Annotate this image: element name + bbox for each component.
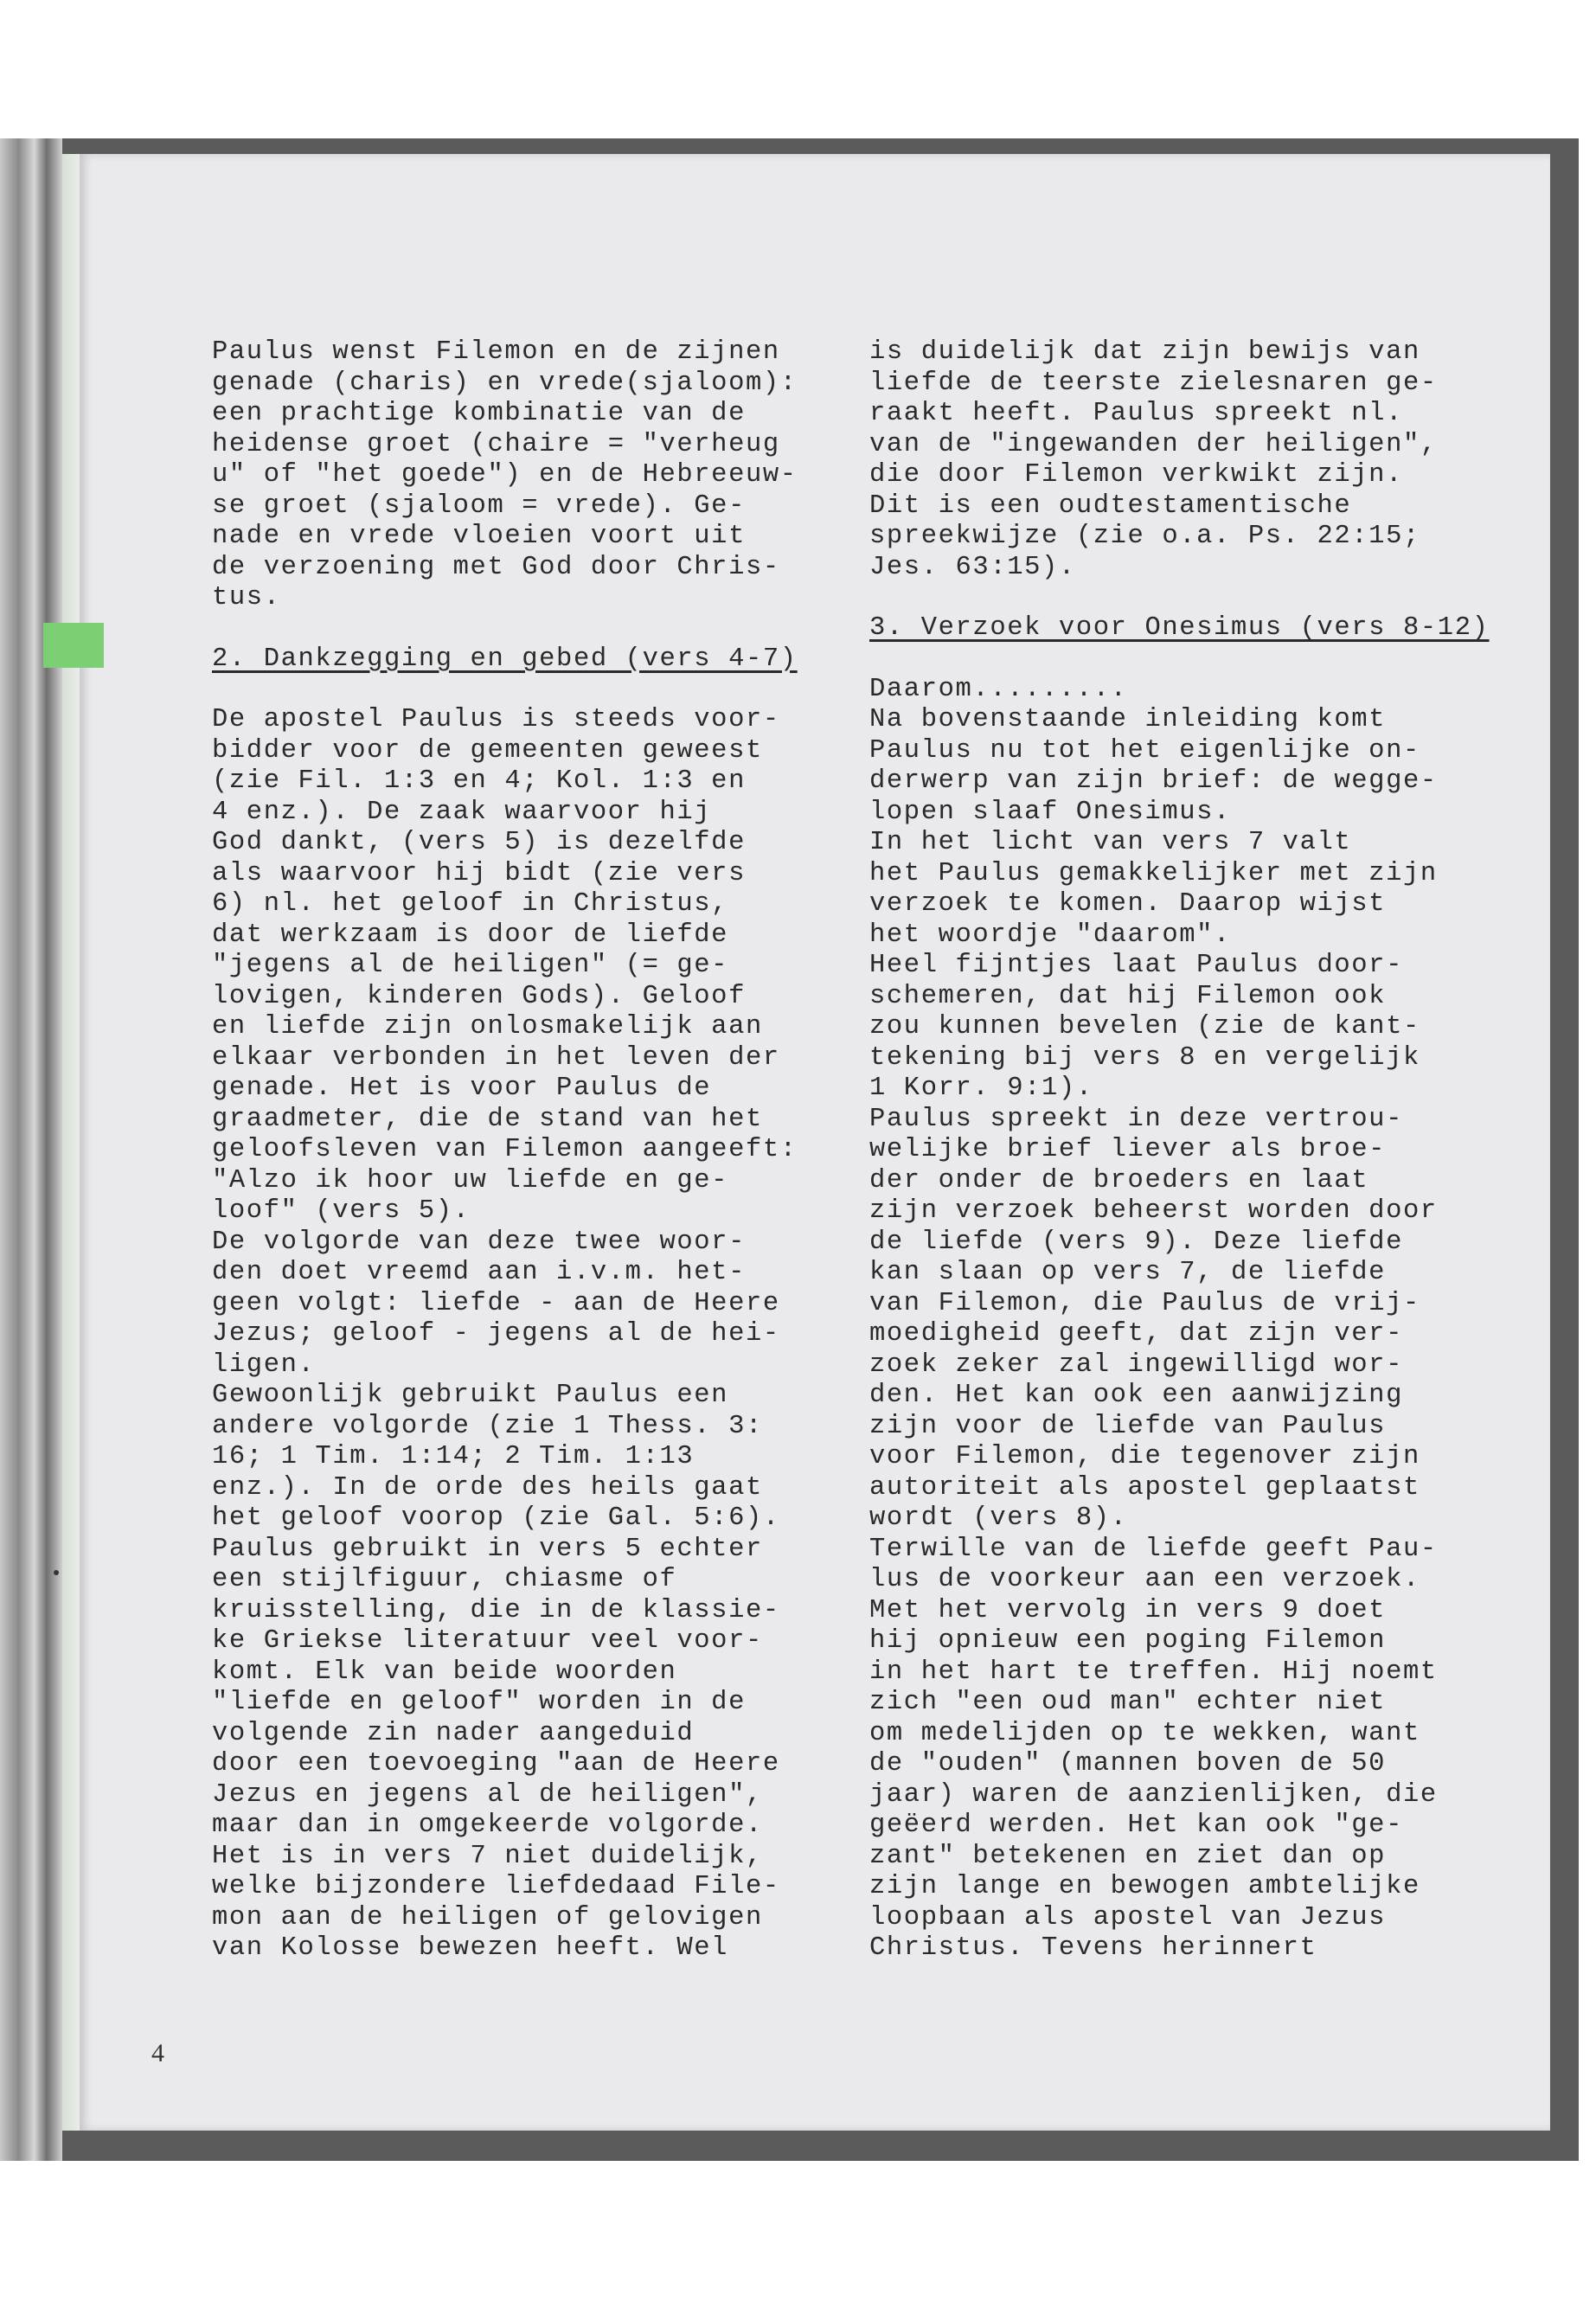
left-body-text: De apostel Paulus is steeds voor- bidder voor de gemeenten geweest (zie Fil. 1:3 en 4; Kol. 1:3 en 4 enz.). De zaak waarvoor hij God dankt, (vers 5) is dezelfde als waarvoor hij bidt (zie vers 6) nl. het geloof in Christus, dat werkzaam is door de liefde "jegens al de heiligen" (= ge- lovigen, kinderen Gods). Geloof en liefde zijn onlosmakelijk aan elkaar verbonden in het leven der genade. Het is voor Paulus de graadmeter, die de stand van het geloofsleven van Filemon aangeeft: "Alzo ik hoor uw liefde en ge- loof" (vers 5). De volgorde van deze twee woor- den doet vreemd aan i.v.m. het- geen volgt: liefde - aan de Heere Jezus; geloof - jegens al de hei- ligen. Gewoonlijk gebruikt Paulus een andere volgorde (zie 1 Thess. 3: 16; 1 Tim. 1:14; 2 Tim. 1:13 enz.). In de orde des heils gaat het geloof voorop (zie Gal. 5:6). Paulus gebruikt in vers 5 echter een stijlfiguur, chiasme of kruisstelling, die in de klassie- ke Griekse literatuur veel voor- komt. Elk van beide woorden "liefde en geloof" worden in de volgende zin nader aangeduid door een toevoeging "aan de Heere Jezus en jegens al de heiligen", maar dan in omgekeerde volgorde. Het is in vers 7 niet duidelijk, welke bijzondere liefdedaad File- mon aan de heiligen of gelovigen van Kolosse bewezen heeft. Wel [212,705,798,1963]
left-intro-paragraph: Paulus wenst Filemon en de zijnen genade (charis) en vrede(sjaloom): een prachtige kombinatie van de heidense groet (chaire = "verheug u" of "het goede") en de Hebreeuw- se groet (sjaloom = vrede). Ge- nade en vrede vloeien voort uit de verzoening met God door Chris- tus. [212,337,798,612]
book-spine [0,138,62,2161]
page-number: 4 [151,2039,164,2067]
page-edge [62,154,80,2131]
green-bookmark-tab [43,623,104,668]
left-column [212,337,852,1965]
right-body-text: Daarom......... Na bovenstaande inleiding komt Paulus nu tot het eigenlijke on- derwerp van zijn brief: de wegge- lopen slaaf Onesimus. In het licht van vers 7 valt het Paulus gemakkelijker met zijn verzoek te komen. Daarop wijst het woordje "daarom". Heel fijntjes laat Paulus door- schemeren, dat hij Filemon ook zou kunnen bevelen (zie de kant- tekening bij vers 8 en vergelijk 1 Korr. 9:1). Paulus spreekt in deze vertrou- welijke brief liever als broe- der onder de broeders en laat zijn verzoek beheerst worden door de liefde (vers 9). Deze liefde kan slaan op vers 7, de liefde van Filemon, die Paulus de vrij- moedigheid geeft, dat zijn ver- zoek zeker zal ingewilligd wor- den. Het kan ook een aanwijzing zijn voor de liefde van Paulus voor Filemon, die tegenover zijn autoriteit als apostel geplaatst wordt (vers 8). Terwille van de liefde geeft Pau- lus de voorkeur aan een verzoek. Met het vervolg in vers 9 doet hij opnieuw een poging Filemon in het hart te treffen. Hij noemt zich "een oud man" echter niet om medelijden op te wekken, want de "ouden" (mannen boven de 50 jaar) waren de aanzienlijken, die geëerd werden. Het kan ook "ge- zant" betekenen en ziet dan op zijn lange en bewogen ambtelijke loopbaan als apostel van Jezus Christus. Tevens herinnert [869,674,1438,1963]
section-heading-2: 2. Dankzegging en gebed (vers 4-7) [212,644,798,674]
right-column [869,337,1553,1965]
right-intro-paragraph: is duidelijk dat zijn bewijs van liefde de teerste zielesnaren ge- raakt heeft. Paulus spreekt nl. van de "ingewanden der heiligen", die door Filemon verkwikt zijn. Dit is een oudtestamentische spreekwijze (zie o.a. Ps. 22:15; Jes. 63:15). [869,337,1438,582]
margin-dot [54,1570,59,1575]
section-heading-3: 3. Verzoek voor Onesimus (vers 8-12) [869,613,1490,643]
